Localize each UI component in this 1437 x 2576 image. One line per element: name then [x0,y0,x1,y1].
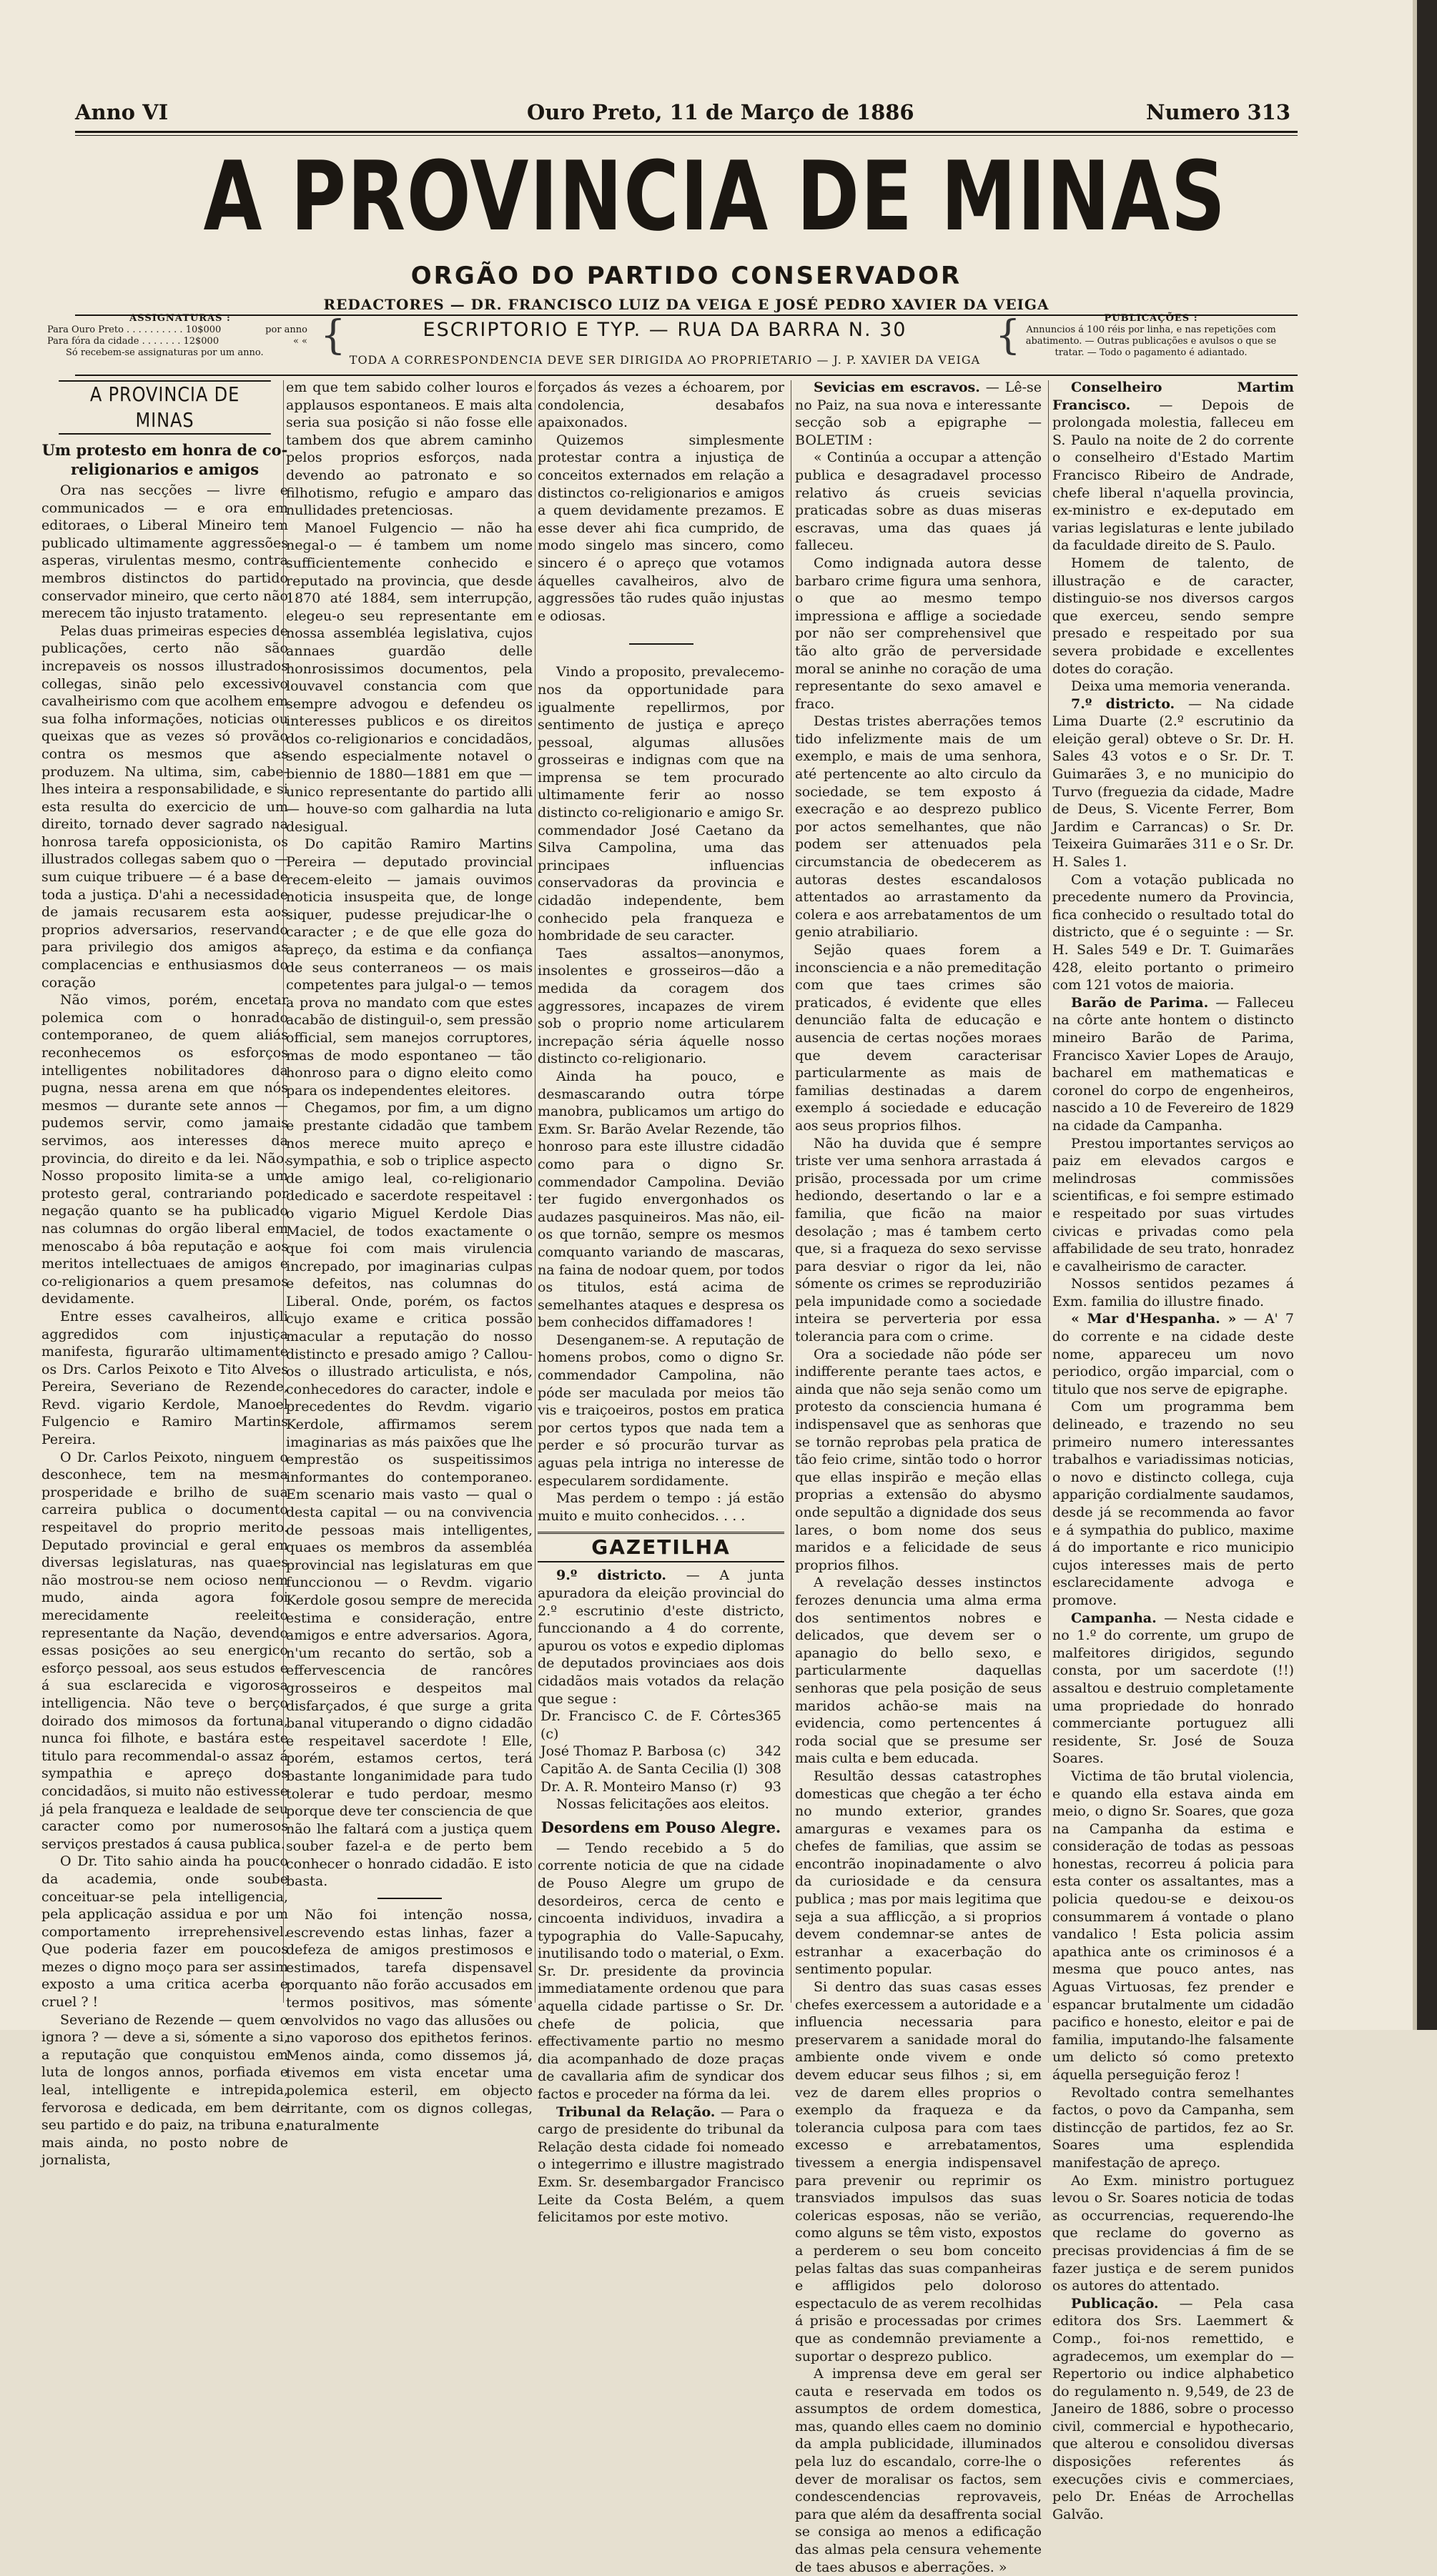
candidate-name: Dr. Francisco C. de F. Côrtes (c) [540,1708,756,1742]
item-text: — Pela casa editora dos Srs. Laemmert & Comp., foi-nos remettido, e agradecemos, um exemplar do — Repertorio ou indice alphabetico do regulamento n. 9,549, de 23 de Janeiro de 1886, sobre o processo civil, commercial e hypothecario, que alterou e consolidou diversas disposições referentes ás execuções civis e commerciaes, pelo Dr. Enéas de Arrochellas Galvão. [1052,2295,1294,2522]
article-paragraph: « Continúa a occupar a attenção publica e desagradavel processo relativo ás crueis sevicias praticadas sobre as duas miseras escravas, uma das quaes já falleceu. [795,450,1042,554]
subscription-note: Só recebem-se assignaturas por um anno. [66,347,264,358]
item-lead: 7.º districto. [1071,695,1175,712]
article-paragraph: O Dr. Tito sahio ainda ha pouco da academia, onde soube conceituar-se pela intelligencia, pela applicação assidua e por um comportamento irreprehensivel. Que poderia fazer em poucos mezes o digno moço para ser assim exposto a uma critica acerba e cruel ? ! [41,1853,288,2011]
article-paragraph: Entre esses cavalheiros, alli aggredidos com injustiça manifesta, figurarão ultimamente os Drs. Carlos Peixoto e Tito Alves Pereira, Severiano de Rezende, Revd. vigario Kerdole, Manoel Fulgencio e Ramiro Martins Pereira. [41,1308,288,1448]
publications-heading: PUBLICAÇÕES : [1104,313,1198,324]
separator [629,643,693,645]
article-paragraph: A imprensa deve em geral ser cauta e reservada em todos os assumptos de ordem domestica, mas, quando elles caem no dominio da ampla publicidade, illuminados pela luz do escandalo, corre-lhe o dever de moralisar os factos, sem condescendencias reprovaveis, para que além da desaffrenta social se consiga ao menos a edificação das almas pela censura vehemente de taes abusos e aberrações. » [795,2366,1042,2575]
candidate-votes: 342 [755,1743,781,1760]
column-2 [286,379,533,2135]
column-3 [538,379,784,2226]
item-text: — Na cidade Lima Duarte (2.º escrutinio da eleição geral) obteve o Sr. Dr. H. Sales 43 votos e o Sr. Dr. T. Guimarães 3, e no municipio do Turvo (freguezia da cidade, Madre de Deus, S. Vicente Ferrer, Bom Jardim e Carrancas) o Sr. Dr. Teixeira Guimarães 311 e o Sr. Dr. H. Sales 1. [1052,695,1295,871]
candidate-row [538,1760,784,1778]
candidate-name: Dr. A. R. Monteiro Manso (r) [540,1778,738,1795]
article-paragraph: Com a votação publicada no precedente numero da Provincia, fica conhecido o resultado total do districto, que é o seguinte : — Sr. H. Sales 549 e Dr. T. Guimarães 428, eleito portanto o primeiro com 121 votos de maioria. [1052,871,1294,994]
publications-text: Annuncios á 100 réis por linha, e nas repetições com abatimento. — Outras publicações e avulsos o que se tratar. — Todo o pagamento é adiantado. [1025,325,1277,358]
candidate-votes: 365 [755,1708,781,1725]
section-box-title: A PROVINCIA DE MINAS [59,380,271,435]
editors-line: REDACTORES — DR. FRANCISCO LUIZ DA VEIGA E JOSÉ PEDRO XAVIER DA VEIGA [323,296,1050,313]
top-rule-thin [75,135,1298,136]
correspondence-notice: TODA A CORRESPONDENCIA DEVE SER DIRIGIDA AO PROPRIETARIO — J. P. XAVIER DA VEIGA [349,353,981,367]
article-paragraph: em que tem sabido colher louros e applausos espontaneos. E mais alta seria sua posição si não fosse elle tambem dos que abrem caminho pelos proprios esforços, nada devendo ao patronato e so filhotismo, refugio e amparo das nullidades pretenciosas. [286,380,533,519]
publications-box [1015,313,1287,359]
article-paragraph: Taes assaltos—anonymos, insolentes e grosseiros—dão a medida da coragem dos aggressores, incapazes de virem sob o proprio nome articularem increpação séria áquelle nosso distincto co-religionario. [538,945,784,1067]
article-paragraph: Desenganem-se. A reputação de homens probos, como o digno Sr. commendador Campolina, não póde ser maculada por meios tão vis e traiçoeiros, postos em pratica por certos typos que nada tem a perder e só procurão turvar as aguas pela intriga no interesse de especularem sordidamente. [538,1332,784,1489]
item-text: — A junta apuradora da eleição provincial do 2.º escrutinio d'este districto, funccionando a 4 do corrente, apurou os votos e expedio diplomas de deputados provinciaes aos dois cidadãos mais votados da relação que segue : [538,1567,784,1707]
top-rule [75,131,1298,133]
article-paragraph: Como indignada autora desse barbaro crime figura uma senhora, o que ao mesmo tempo impressiona e afflige a sociedade por não ser comprehensivel que tão alto grão de perversidade moral se aninhe no coração de uma representante do sexo amavel e fraco. [795,555,1042,712]
candidate-row [538,1778,784,1796]
item-lead: Publicação. [1071,2295,1159,2312]
candidate-name: Capitão A. de Santa Cecilia (l) [540,1760,749,1777]
brace-right: { [995,312,1021,359]
dateline: Ouro Preto, 11 de Março de 1886 [527,100,914,124]
candidate-votes: 308 [755,1760,781,1777]
article-paragraph: forçados ás vezes a échoarem, por condolencia, desabafos apaixonados. [538,380,784,431]
column-rule-4 [1048,380,1049,2003]
article-paragraph: O Dr. Carlos Peixoto, ninguem o desconhece, tem na mesma prosperidade e brilho de sua carreira publica o documento respeitavel do proprio merito. Deputado provincial e geral em diversas legislaturas, nas quaes não mostrou-se nem ocioso nem mudo, ainda agora foi merecidamente reeleito representante da Nação, devendo essas posições ao seu energico esforço pessoal, aos seus estudos e á sua esclarecida e vigorosa intelligencia. Não teve o berço doirado dos mimosos da fortuna, nunca foi filhote, e bastára este titulo para recommendal-o assaz á sympathia e apreço dos concidadãos, si muito não estivesse já pela franqueza e lealdade de seu caracter como por numerosos serviços prestados á causa publica. [41,1449,288,1852]
article-paragraph: Ora nas secções — livre e communicados — e ora em editoraes, o Liberal Mineiro tem publicado ultimamente aggressões asperas, virulentas mesmo, contra membros distinctos do partido conservador mineiro, que certo não merecem tão injusto tratamento. [41,482,288,622]
office-address: ESCRIPTORIO E TYP. — RUA DA BARRA N. 30 [423,319,907,341]
item-heading: Desordens em Pouso Alegre. [540,1818,781,1836]
item-lead: Conselheiro Martim Francisco. [1052,380,1294,413]
article-paragraph: Do capitão Ramiro Martins Pereira — deputado provincial recem-eleito — jamais ouvimos noticia insuspeita que, de longe siquer, pudesse prejudicar-lhe o caracter ; e de que elle goza do apreço, da estima e da confiança de seus conterraneos — os mais competentes para julgal-o — temos a prova no mandato com que estes acabão de distinguil-o, sem pressão official, sem manejos corruptores, mas de modo espontaneo — tão honroso para o digno eleito como para os independentes eleitores. [286,836,533,1099]
masthead-subtitle: ORGÃO DO PARTIDO CONSERVADOR [410,262,962,290]
item-lead: 9.º districto. [556,1567,667,1584]
masthead-title: A PROVINCIA DE MINAS [203,141,1227,252]
column-1 [41,379,288,2169]
anno: Anno VI [75,100,169,124]
article-headline: Um protesto em honra de co-religionarios e amigos [41,441,288,478]
article-paragraph: A revelação desses instinctos ferozes denuncia uma alma erma dos sentimentos nobres e delicados, que devem ser o apanagio do bello sexo, e particularmente daquellas senhoras que pela posição de seus maridos achão-se mais na evidencia, como pertencentes á roda social que se presume ser mais culta e bem educada. [795,1575,1042,1767]
issue-number: Numero 313 [1146,100,1290,124]
article-paragraph: Destas tristes aberrações temos tido infelizmente mais de um exemplo, e mais de uma senhora, até pertencente ao alto circulo da sociedade, se tem exposto á execração e ao desprezo publico por actos semelhantes, que não podem ser attenuados pela circumstancia de obedecerem as autoras destes escandalosos attentados ao arrastamento da colera e aos arrebatamentos de um genio atrabiliario. [795,713,1042,941]
candidates-note: Nossas felicitações aos eleitos. [556,1796,769,1813]
candidate-votes: 93 [764,1778,781,1795]
brace-left: { [320,312,346,359]
item-lead: Campanha. [1071,1610,1157,1626]
subscription-unit-city: por anno [265,325,307,335]
article-paragraph: Pelas duas primeiras especies de publicações, certo não são increpaveis os nossos illustrados collegas, sinão pelo excessivo cavalheirismo com que acolhem em sua folha informações, noticias ou queixas que as vezes só provão contra os mesmos que as produzem. Na ultima, sim, cabe-lhes inteira a responsabilidade, e si esta resulta do exercicio de um direito, tornado dever sagrado na honrosa tarefa opposicionista, os illustrados collegas sabem quo o — sum cuique tribuere — é a base de toda a justiça. D'ahi a necessidade de jamais recusarem esta aos proprios adversarios, reservando para privilegio dos amigos as complacencias e enthusiasmos do coração [41,623,288,991]
article-paragraph: Não ha duvida que é sempre triste ver uma senhora arrastada á prisão, processada por um crime hediondo, desertando o lar e a familia, que ficão na maior desolação ; mas é tambem certo que, si a fraqueza do sexo servisse para desviar o rigor da lei, não sómente os crimes se reproduzirião pela impunidade como a sociedade inteira se perverteria por essa tolerancia para com o crime. [795,1135,1042,1345]
article-paragraph: Com um programma bem delineado, e trazendo no seu primeiro numero interessantes trabalhos e variadissimas noticias, o novo e distincto collega, cuja apparição cordialmente saudamos, desde já se recommenda ao favor e á sympathia do publico, maxime á do importante e rico municipio cujos interesses mais de perto esclarecidamente advoga e promove. [1052,1399,1294,1608]
columns-top-rule [75,375,1298,376]
article-paragraph: Manoel Fulgencio — não ha negal-o — é tambem um nome sufficientemente conhecido e reputado na provincia, que desde 1870 até 1884, sem interrupção, elegeu-o seu representante em nossa assembléa legislativa, cujos annaes guardão delle honrosissimos documentos, pela louvavel constancia com que sempre advogou e defendeu os interesses publicos e os direitos dos co-religionarios e concidadãos, sendo especialmente notavel o biennio de 1880—1881 em que — unico representante do partido alli — houve-so com galhardia na luta desigual. [286,520,533,835]
article-paragraph: Deixa uma memoria veneranda. [1071,678,1291,695]
item-text: — Depois de prolongada molestia, falleceu em S. Paulo na noite de 2 do corrente o conselheiro d'Estado Martim Francisco Ribeiro de Andrade, chefe liberal n'aquella provincia, ex-ministro e ex-deputado em varias legislaturas e lente jubilado da faculdade direito de S. Paulo. [1052,397,1294,554]
article-paragraph: Homem de talento, de illustração e de caracter, distinguio-se nos diversos cargos que exerceu, sendo sempre presado e respeitado por sua severa probidade e excellentes dotes do coração. [1052,555,1294,677]
article-paragraph: Victima de tão brutal violencia, e quando ella estava ainda em meio, o digno Sr. Soares, que goza na Campanha da estima e consideração de todas as pessoas honestas, recorreu á policia para esta conter os assaltantes, mas a policia quedou-se e deixou-os consummarem á vontade o plano vandalico ! Esta policia assim apathica ante os criminosos é a mesma que pouco antes, nas Aguas Virtuosas, fez prender e espancar brutalmente um cidadão pacifico e honesto, eleitor e pai de familia, imputando-lhe falsamente um delicto só como pretexto áquella perseguição feroz ! [1052,1768,1294,2083]
separator [377,1898,442,1899]
subscription-unit-outside: « « [292,336,307,347]
article-paragraph: Vindo a proposito, prevalecemo-nos da opportunidade para igualmente repellirmos, por sentimento de justiça e apreço pessoal, algumas allusões grosseiras e indignas com que na imprensa se tem procurado ultimamente ferir ao nosso distincto co-religionario e amigo Sr. commendador José Caetano da Silva Campolina, uma das principaes influencias conservadoras da provincia e cidadão independente, bem conhecido pela franqueza e hombridade de seu caracter. [538,664,784,944]
article-paragraph: Ainda ha pouco, e desmascarando outra tórpe manobra, publicamos um artigo do Exm. Sr. Barão Avelar Rezende, tão honroso para este illustre cidadão como para o digno Sr. commendador Campolina. Devião ter fugido envergonhados os audazes pasquineiros. Mas não, eil-os que tornão, sempre os mesmos comquanto variando de mascaras, na faina de nodoar quem, por todos os titulos, está acima de semelhantes ataques e despresa os bem conhecidos diffamadores ! [538,1068,784,1331]
article-paragraph: Ao Exm. ministro portuguez levou o Sr. Soares noticia de todas as occurrencias, requerendo-lhe que reclame do governo as precisas providencias á fim de se fazer justiça e de serem punidos os autores do attentado. [1052,2172,1294,2294]
item-text: — A' 7 do corrente e na cidade deste nome, appareceu um novo periodico, orgão imparcial, com o titulo que nos serve de epigraphe. [1052,1311,1295,1397]
candidate-row [538,1708,784,1743]
item-lead: Tribunal da Relação. [556,2104,716,2120]
article-paragraph: Prestou importantes serviços ao paiz em elevados cargos e melindrosas commissões scientificas, e foi sempre estimado e respeitado por suas virtudes civicas e privadas como pela affabilidade de seu trato, honradez e cavalheirismo de caracter. [1052,1135,1294,1274]
item-lead: « Mar d'Hespanha. » [1071,1311,1237,1327]
column-5 [1052,379,1294,2523]
item-text: — Tendo recebido a 5 do corrente noticia de que na cidade de Pouso Alegre um grupo de desordeiros, cerca de cento e cincoenta individuos, invadira a typographia do Valle-Sapucahy, inutilisando todo o material, o Exm. Sr. Dr. presidente da provincia immediatamente ordenou que para aquella cidade partisse o Sr. Dr. chefe de policia, que effectivamente partio no mesmo dia acompanhado de doze praças de cavallaria afim de syndicar dos factos e proceder na fórma da lei. [538,1840,784,2103]
item-text: — Falleceu na côrte ante hontem o distincto mineiro Barão de Parima, Francisco Xavier Lopes de Araujo, bacharel em mathematicas e coronel do corpo de engenheiros, nascido a 10 de Fevereiro de 1829 na cidade da Campanha. [1052,994,1295,1134]
candidate-row [538,1743,784,1760]
gazetilha-heading: GAZETILHA [538,1532,784,1562]
article-paragraph: Resultão dessas catastrophes domesticas que chegão a ter écho no mundo exterior, grandes amarguras e vexames para os chefes de familias, que assim se encontrão inopinadamente o alvo da curiosidade e da censura publica ; mas por mais legitima que seja a sua afflicção, a si proprios devem condemnar-se antes de estranhar a exacerbação do sentimento popular. [795,1768,1042,1978]
article-paragraph: Não foi intenção nossa, escrevendo estas linhas, fazer a defeza de amigos prestimosos e estimados, tarefa dispensavel porquanto não forão accusados em termos positivos, mas sómente envolvidos no vago das allusões ou no vaporoso dos epithetos ferinos. Menos ainda, como dissemos já, tivemos em vista encetar uma polemica esteril, em objecto irritante, com os dignos collegas, naturalmente [286,1907,533,2134]
subscription-rate-city: Para Ouro Preto . . . . . . . . . . 10$000 [47,325,222,335]
candidate-name: José Thomaz P. Barbosa (c) [540,1743,726,1760]
subscription-rate-outside: Para fóra da cidade . . . . . . . 12$000 [47,336,219,347]
item-text: — Para o cargo de presidente do tribunal da Relação desta cidade foi nomeado o integerrimo e illustre magistrado Exm. Sr. desembargador Francisco Leite da Costa Belém, a quem felicitamos por este motivo. [538,2104,784,2226]
article-paragraph: Chegamos, por fim, a um digno e prestante cidadão que tambem nos merece muito apreço e sympathia, e sob o triplice aspecto de amigo leal, co-religionario dedicado e sacerdote respeitavel : o vigario Miguel Kerdole Dias Maciel, de todos exactamente o que foi com mais virulencia increpado, por imaginarias culpas e defeitos, nas columnas do Liberal. Onde, porém, os factos cujo exame e critica possão macular a reputação do nosso distincto e presado amigo ? Callou-os o illustrado articulista, e nós, conhecedores do caracter, indole e precedentes do Revdm. vigario Kerdole, affirmamos serem imaginarias as más paixões que lhe emprestão os suspeitissimos informantes do contemporaneo. Em scenario mais vasto — qual o desta capital — ou na convivencia de pessoas mais intelligentes, quaes os membros da assembléa provincial nas legislaturas em que funccionou — o Revdm. vigario Kerdole gosou sempre de merecida estima e consideração, entre amigos e entre adversarios. Agora, n'um recanto do sertão, sob a effervescencia de rancôres grosseiros e despeitos mal disfarçados, é que surge a grita banal vituperando o digno cidadão e respeitavel sacerdote ! Elle, porém, estamos certos, terá bastante longanimidade para tudo tolerar e tudo perdoar, mesmo porque deve ter consciencia de que não lhe faltará com a justiça quem souber fazel-a e de perto bem conhecer o honrado cidadão. E isto basta. [286,1100,533,1890]
article-paragraph: Nossos sentidos pezames á Exm. familia do illustre finado. [1052,1276,1294,1309]
subscriptions-box [44,313,316,359]
page-edge-shadow [1417,0,1437,2030]
item-text: — Lê-se no Paiz, na sua nova e interessante secção sob a epigraphe — BOLETIM : [795,380,1042,448]
article-paragraph: Si dentro das suas casas esses chefes exercessem a autoridade e a influencia necessaria para preservarem a sanidade moral do ambiente onde vivem e onde devem educar seus filhos ; si, em vez de darem elles proprios o exemplo da fraqueza e da tolerancia culposa para com taes excesso e arrebatamentos, tivessem a energia indispensavel para prevenir ou reprimir os transviados impulsos das suas colericas esposas, não se verião, como alguns se têm visto, expostos a perderem o seu bom conceito pelas faltas das suas companheiras e affligidos pelo doloroso espectaculo de as verem recolhidas á prisão e processadas por crimes que as condemnão previamente a suportar o desprezo publico. [795,1979,1042,2364]
item-lead: Sevicias em escravos. [814,380,980,395]
article-paragraph: Sejão quaes forem a inconsciencia e a não premeditação com que taes crimes são praticados, é evidente que elles denuncião falta de educação e ausencia de certas noções moraes que devem caracterisar particularmente as mais de familias destinadas a darem exemplo á sociedade e educação aos seus proprios filhos. [795,942,1042,1134]
item-lead: Barão de Parima. [1071,994,1209,1011]
item-text: — Nesta cidade e no 1.º do corrente, um grupo de malfeitores dirigidos, segundo consta, por um sacerdote (!!) assaltou e destruio completamente uma propriedade do honrado commerciante portuguez alli residente, Sr. José de Souza Soares. [1052,1610,1294,1767]
subscriptions-heading: ASSIGNATURAS : [129,313,231,324]
article-paragraph: Severiano de Rezende — quem o ignora ? — deve a si, sómente a si, a reputação que conquistou em luta de longos annos, porfiada e leal, intelligente e intrepida, fervorosa e dedicada, em bem de seu partido e do paiz, na tribuna e, mais ainda, no posto nobre de jornalista, [41,2011,288,2169]
article-paragraph: Revoltado contra semelhantes factos, o povo da Campanha, sem distincção de partidos, fez ao Sr. Soares uma esplendida manifestação de apreço. [1052,2084,1294,2171]
article-paragraph: Ora a sociedade não póde ser indifferente perante taes actos, e ainda que não seja senão como um protesto da consciencia humana é indispensavel que as senhoras que se tornão reprobas pela pratica de tão feio crime, sintão todo o horror que ellas inspirão e meção ellas proprias a extensão do abysmo onde sepultão a dignidade dos seus lares, o bom nome dos seus maridos e a felicidade de seus proprios filhos. [795,1346,1042,1573]
article-paragraph: Mas perdem o tempo : já estão muito e muito conhecidos. . . . [538,1490,784,1524]
article-paragraph: Não vimos, porém, encetar polemica com o honrado contemporaneo, de quem aliás reconhecemos os esforços intelligentes nobilitadores da pugna, nessa arena em que nós mesmos — durante sete annos — pudemos servir, como jamais servimos, aos interesses da provincia, do direito e da lei. Não. Nosso proposito limita-se a um protesto geral, contrariando por negação quanto se ha publicado nas columnas do orgão liberal em menoscabo á bôa reputação e aos meritos intellectuaes de amigos e co-religionarios a quem presamos devidamente. [41,992,288,1307]
column-4 [795,379,1042,2576]
article-paragraph: Quizemos simplesmente protestar contra a injustiça de conceitos externados em relação a distinctos co-religionarios e amigos a quem devidamente prezamos. E esse dever ahi fica cumprido, de modo singelo mas sincero, como sincero é o apreço que votamos áquelles cavalheiros, alvo de aggressões tão rudes quão injustas e odiosas. [538,432,784,624]
